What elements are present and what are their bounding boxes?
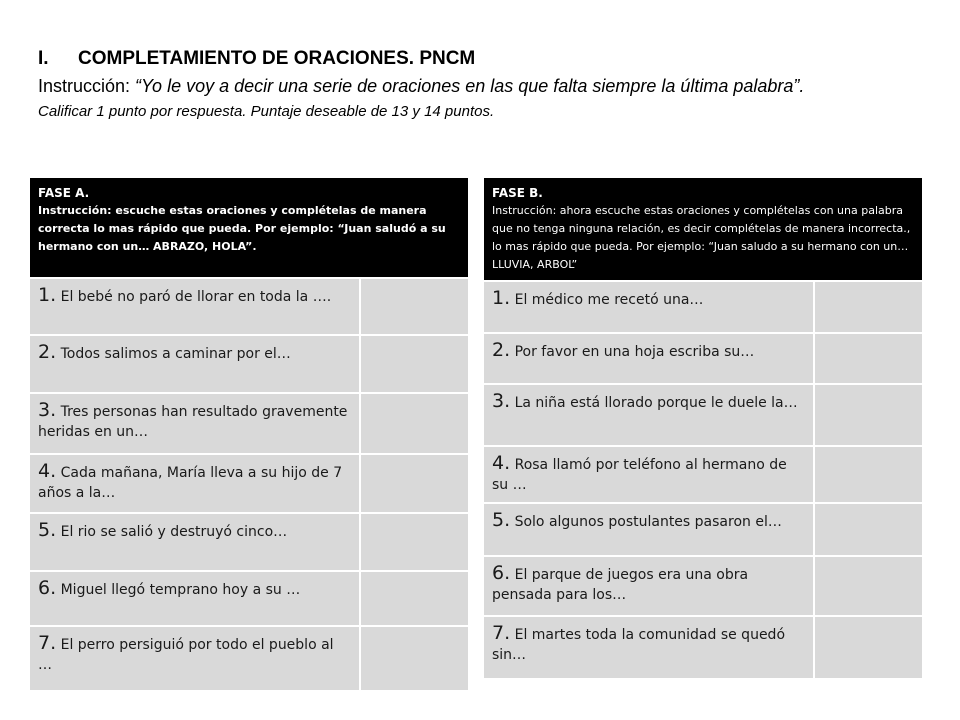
sentence-cell	[30, 513, 360, 571]
table-row	[484, 616, 922, 678]
instruction-quote: “Yo le voy a decir una serie de oraciones en las que falta siempre la última palabra”.	[135, 76, 805, 96]
sentence-text: El bebé no paró de llorar en toda la ….	[60, 289, 332, 305]
table-row	[30, 393, 468, 454]
phase-a-table	[30, 178, 468, 690]
table-row	[484, 281, 922, 333]
sentence-cell	[484, 556, 814, 616]
section-heading	[38, 47, 918, 71]
phase-a-header-row	[30, 178, 468, 278]
phase-b-table	[484, 178, 922, 678]
sentence-text: El parque de juegos era una obra pensada para los…	[492, 567, 749, 603]
answer-cell[interactable]	[360, 513, 468, 571]
table-row	[30, 278, 468, 335]
table-row	[30, 571, 468, 626]
sentence-cell	[484, 384, 814, 446]
item-number: 6.	[38, 577, 57, 599]
sentence-text: Rosa llamó por teléfono al hermano de su …	[492, 457, 787, 493]
answer-cell[interactable]	[360, 626, 468, 690]
table-row	[30, 513, 468, 571]
phase-b-instruction: Instrucción: ahora escuche estas oraciones y complételas con una palabra que no tenga ninguna relación, es decir complételas de manera incorrecta., lo mas rápido que pueda. Por ejemplo: “Juan saludo a su hermano con un… LLUVIA, ARBOL”	[492, 204, 911, 271]
answer-cell[interactable]	[814, 446, 922, 503]
table-row	[484, 333, 922, 384]
sentence-text: Todos salimos a caminar por el…	[60, 346, 291, 362]
item-number: 1.	[38, 284, 57, 306]
item-number: 3.	[492, 390, 511, 412]
item-number: 5.	[38, 519, 57, 541]
section-title: COMPLETAMIENTO DE ORACIONES. PNCM	[78, 48, 476, 69]
general-instruction	[38, 75, 918, 97]
answer-cell[interactable]	[814, 333, 922, 384]
item-number: 5.	[492, 509, 511, 531]
sentence-cell	[30, 571, 360, 626]
phase-a-instruction: Instrucción: escuche estas oraciones y complételas de manera correcta lo mas rápido que pueda. Por ejemplo: “Juan saludó a su hermano con un… ABRAZO, HOLA”.	[38, 204, 446, 253]
phase-a-header	[30, 178, 468, 278]
answer-cell[interactable]	[360, 571, 468, 626]
scoring-note: Calificar 1 punto por respuesta. Puntaje deseable de 13 y 14 puntos.	[38, 103, 495, 120]
sentence-text: El médico me recetó una…	[514, 292, 704, 308]
sentence-text: Miguel llegó temprano hoy a su …	[60, 582, 301, 598]
table-row	[484, 556, 922, 616]
section-number: I.	[38, 48, 49, 69]
answer-cell[interactable]	[360, 454, 468, 513]
item-number: 6.	[492, 562, 511, 584]
phase-b-title: FASE B.	[492, 186, 543, 200]
answer-cell[interactable]	[814, 616, 922, 678]
sentence-cell	[484, 333, 814, 384]
sentence-cell	[30, 278, 360, 335]
sentence-text: Solo algunos postulantes pasaron el…	[514, 514, 782, 530]
sentence-text: El perro persiguió por todo el pueblo al …	[38, 637, 334, 673]
sentence-cell	[484, 616, 814, 678]
sentence-cell	[30, 393, 360, 454]
sentence-cell	[484, 446, 814, 503]
item-number: 1.	[492, 287, 511, 309]
item-number: 2.	[38, 341, 57, 363]
table-row	[30, 335, 468, 393]
answer-cell[interactable]	[814, 503, 922, 556]
answer-cell[interactable]	[814, 384, 922, 446]
table-row	[484, 503, 922, 556]
phase-a-title: FASE A.	[38, 186, 90, 200]
item-number: 2.	[492, 339, 511, 361]
answer-cell[interactable]	[360, 335, 468, 393]
instruction-label: Instrucción:	[38, 76, 136, 96]
sentence-cell	[484, 503, 814, 556]
item-number: 4.	[492, 452, 511, 474]
phase-b-header-row	[484, 178, 922, 281]
sentence-text: Tres personas han resultado gravemente heridas en un…	[38, 404, 348, 440]
table-row	[30, 454, 468, 513]
sentence-cell	[30, 335, 360, 393]
table-row	[484, 446, 922, 503]
sentence-text: Cada mañana, María lleva a su hijo de 7 años a la…	[38, 465, 343, 501]
table-row	[484, 384, 922, 446]
sentence-text: La niña está llorado porque le duele la…	[514, 395, 798, 411]
sentence-text: El martes toda la comunidad se quedó sin…	[492, 627, 786, 663]
sentence-cell	[484, 281, 814, 333]
item-number: 7.	[492, 622, 511, 644]
document-header	[38, 47, 918, 122]
answer-cell[interactable]	[360, 278, 468, 335]
sentence-cell	[30, 454, 360, 513]
answer-cell[interactable]	[814, 556, 922, 616]
phase-b-header	[484, 178, 922, 281]
answer-cell[interactable]	[814, 281, 922, 333]
sentence-text: Por favor en una hoja escriba su…	[514, 344, 755, 360]
table-row	[30, 626, 468, 690]
item-number: 4.	[38, 460, 57, 482]
sentence-cell	[30, 626, 360, 690]
item-number: 3.	[38, 399, 57, 421]
sentence-text: El rio se salió y destruyó cinco…	[60, 524, 288, 540]
item-number: 7.	[38, 632, 57, 654]
answer-cell[interactable]	[360, 393, 468, 454]
